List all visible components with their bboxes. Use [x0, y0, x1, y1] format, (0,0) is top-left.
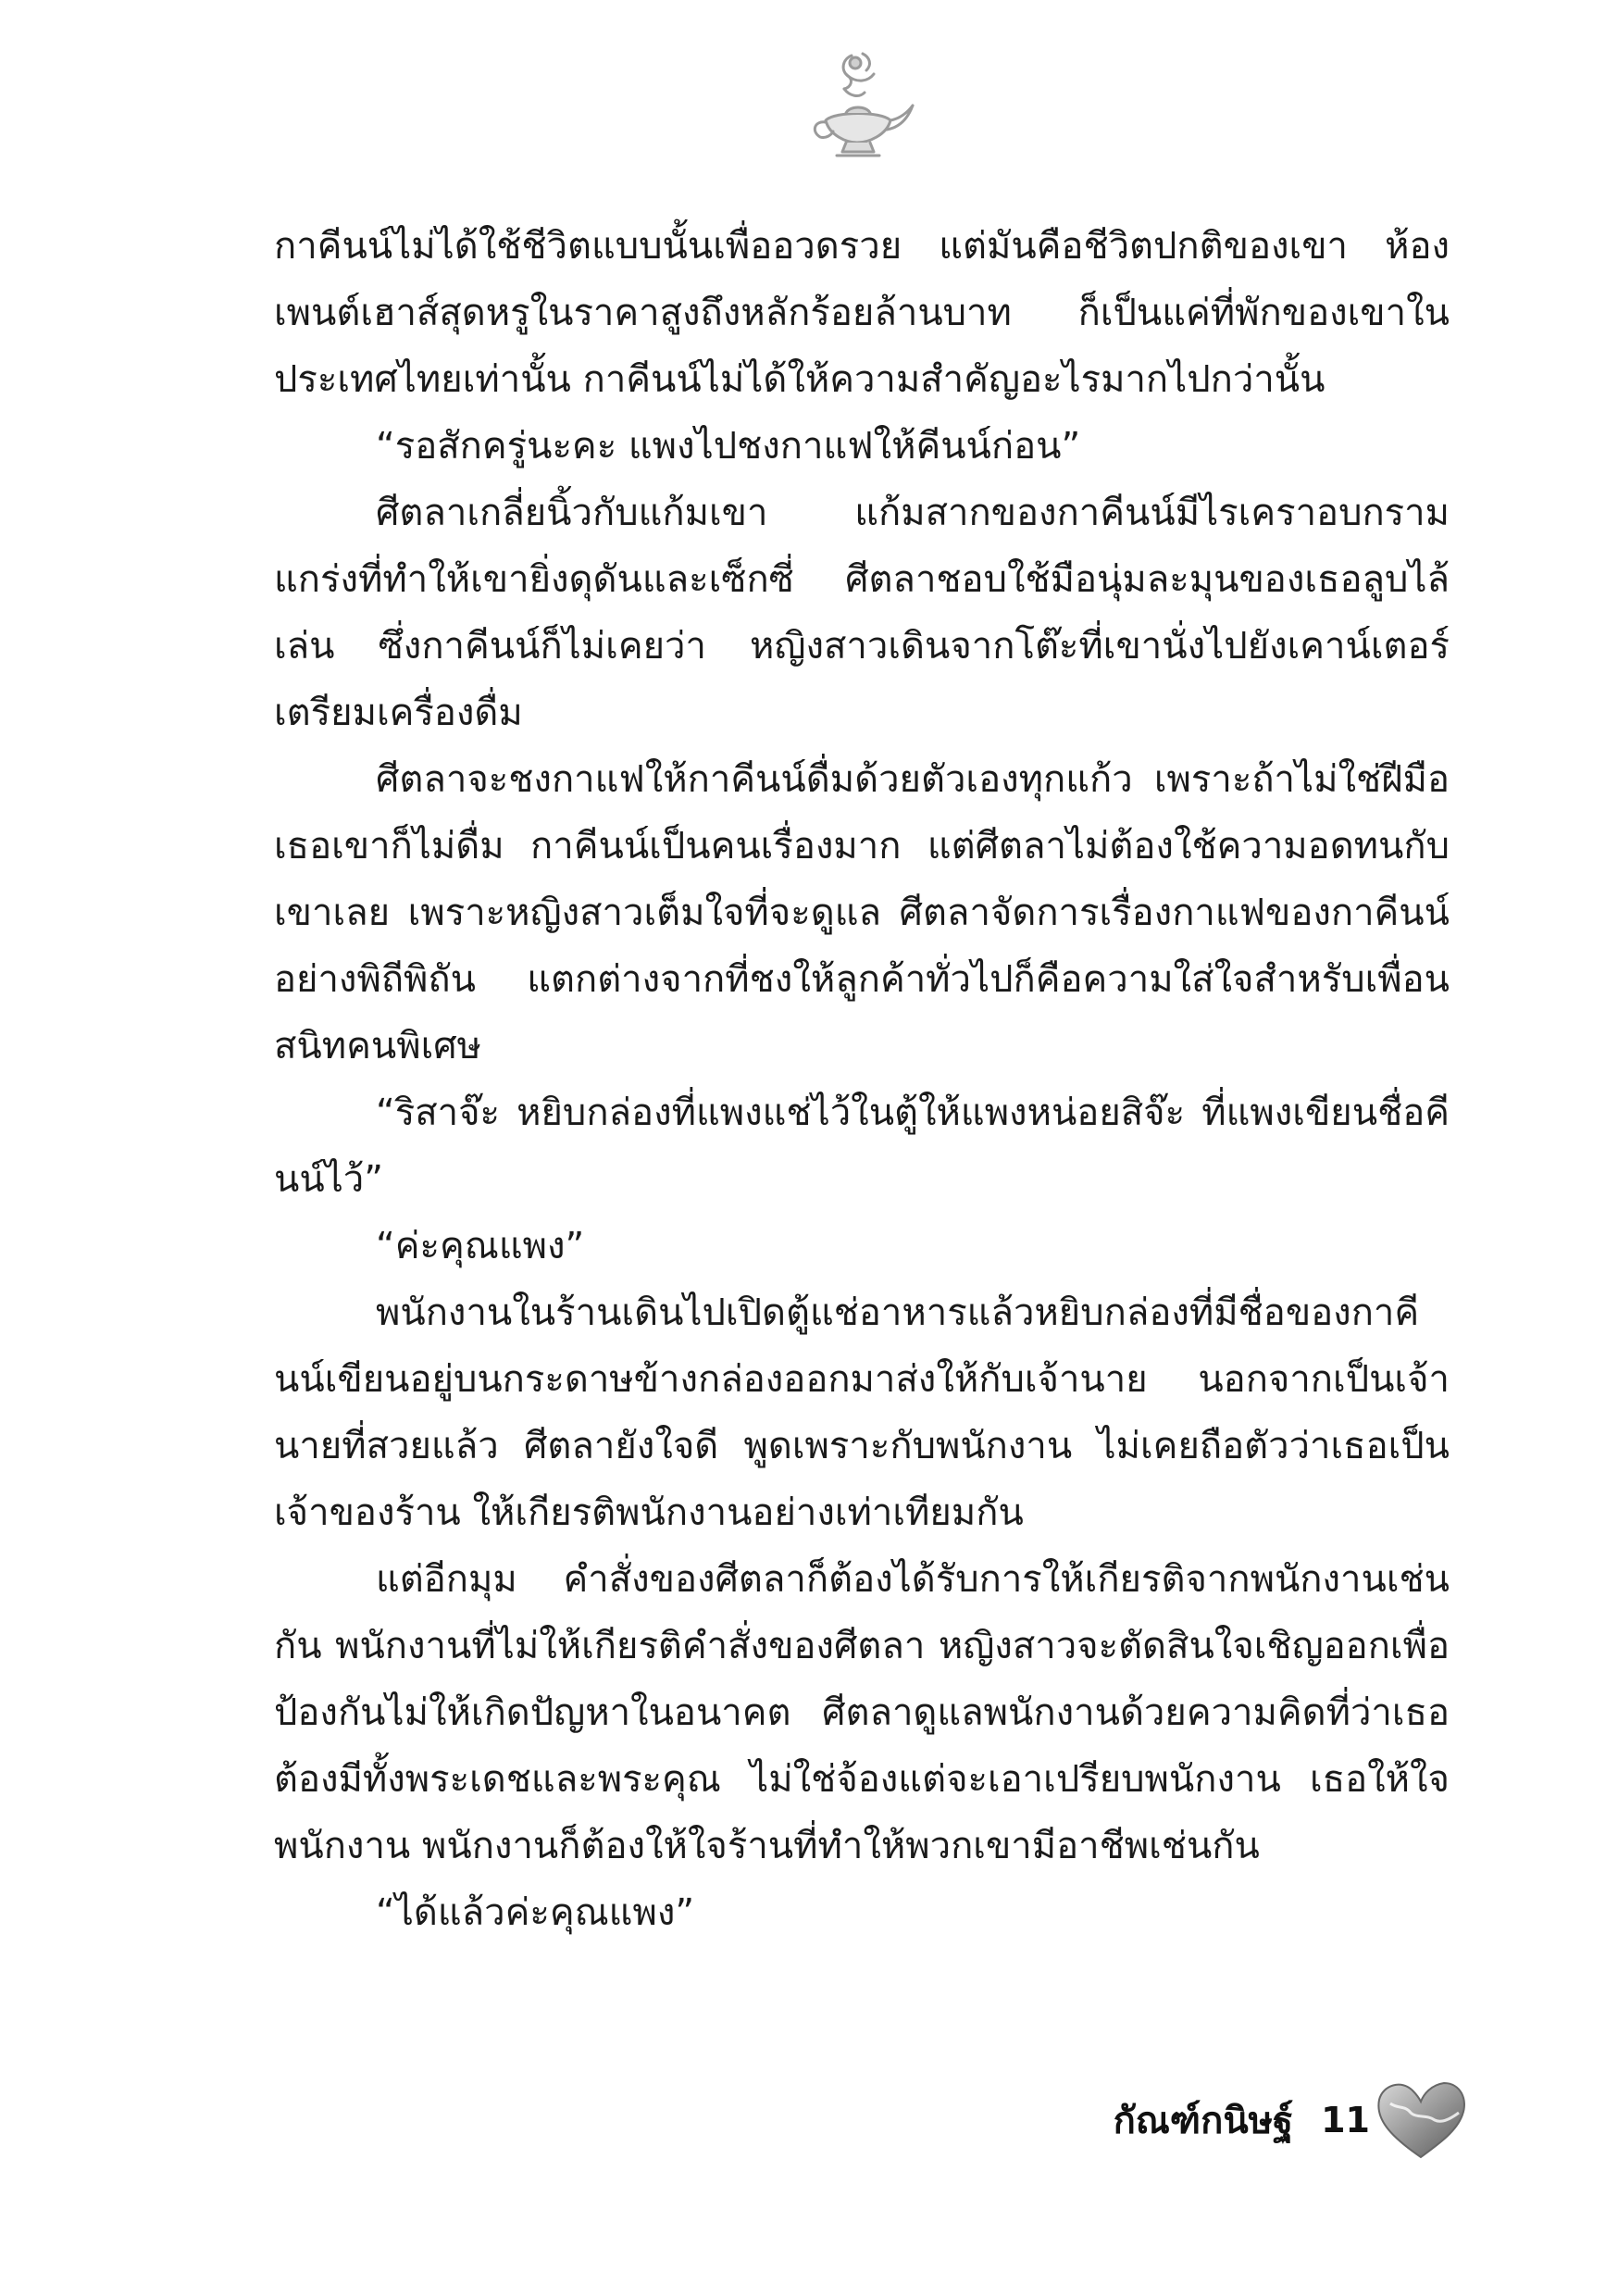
genie-lamp-icon	[798, 46, 918, 167]
heart-icon	[1370, 2072, 1472, 2165]
paragraph-2: “รอสักครู่นะคะ แพงไปชงกาแฟให้คีนน์ก่อน”	[376, 425, 1081, 468]
paragraph-5: “ริสาจ๊ะ หยิบกล่องที่แพงแช่ไว้ในตู้ให้แพงหน่อยสิจ๊ะ ที่แพงเขียนชื่อคีนน์ไว้”	[274, 1092, 1450, 1201]
book-title: กัณฑ์กนิษฐ์	[1113, 2100, 1294, 2142]
paragraph-6: “ค่ะคุณแพง”	[376, 1225, 585, 1267]
paragraph-3: ศีตลาเกลี่ยนิ้วกับแก้มเขา แก้มสากของกาคีนน์มีไรเคราอบกรามแกร่งที่ทำให้เขายิ่งดุดันและเซ็กซี่ ศีตลาชอบใช้มือนุ่มละมุนของเธอลูบไล้เล่น ซึ่งกาคีนน์ก็ไม่เคยว่า หญิงสาวเดินจากโต๊ะที่เขานั่งไปยังเคาน์เตอร์เตรียมเครื่องดื่ม	[274, 492, 1450, 734]
page-footer	[1037, 2083, 1370, 2157]
paragraph-9: “ได้แล้วค่ะคุณแพง”	[376, 1891, 695, 1934]
paragraph-4: ศีตลาจะชงกาแฟให้กาคีนน์ดื่มด้วยตัวเองทุกแก้ว เพราะถ้าไม่ใช่ฝีมือเธอเขาก็ไม่ดื่ม กาคีนน์เป็นคนเรื่องมาก แต่ศีตลาไม่ต้องใช้ความอดทนกับเขาเลย เพราะหญิงสาวเต็มใจที่จะดูแล ศีตลาจัดการเรื่องกาแฟของกาคีนน์อย่างพิถีพิถัน แตกต่างจากที่ชงให้ลูกค้าทั่วไปก็คือความใส่ใจสำหรับเพื่อนสนิทคนพิเศษ	[274, 758, 1450, 1067]
page-number: 11	[1321, 2100, 1370, 2140]
body-text	[274, 213, 1450, 1946]
paragraph-1: กาคีนน์ไม่ได้ใช้ชีวิตแบบนั้นเพื่ออวดรวย แต่มันคือชีวิตปกติของเขา ห้องเพนต์เฮาส์สุดหรูในราคาสูงถึงหลักร้อยล้านบาท ก็เป็นแค่ที่พักของเขาในประเทศไทยเท่านั้น กาคีนน์ไม่ได้ให้ความสำคัญอะไรมากไปกว่านั้น	[274, 225, 1450, 401]
paragraph-8: แต่อีกมุม คำสั่งของศีตลาก็ต้องได้รับการให้เกียรติจากพนักงานเช่นกัน พนักงานที่ไม่ให้เกียรติคำสั่งของศีตลา หญิงสาวจะตัดสินใจเชิญออกเพื่อป้องกันไม่ให้เกิดปัญหาในอนาคต ศีตลาดูแลพนักงานด้วยความคิดที่ว่าเธอต้องมีทั้งพระเดชและพระคุณ ไม่ใช่จ้องแต่จะเอาเปรียบพนักงาน เธอให้ใจพนักงาน พนักงานก็ต้องให้ใจร้านที่ทำให้พวกเขามีอาชีพเช่นกัน	[274, 1558, 1450, 1867]
paragraph-7: พนักงานในร้านเดินไปเปิดตู้แช่อาหารแล้วหยิบกล่องที่มีชื่อของกาคีนน์เขียนอยู่บนกระดาษข้างกล่องออกมาส่งให้กับเจ้านาย นอกจากเป็นเจ้านายที่สวยแล้ว ศีตลายังใจดี พูดเพราะกับพนักงาน ไม่เคยถือตัวว่าเธอเป็นเจ้าของร้าน ให้เกียรติพนักงานอย่างเท่าเทียมกัน	[274, 1292, 1450, 1534]
